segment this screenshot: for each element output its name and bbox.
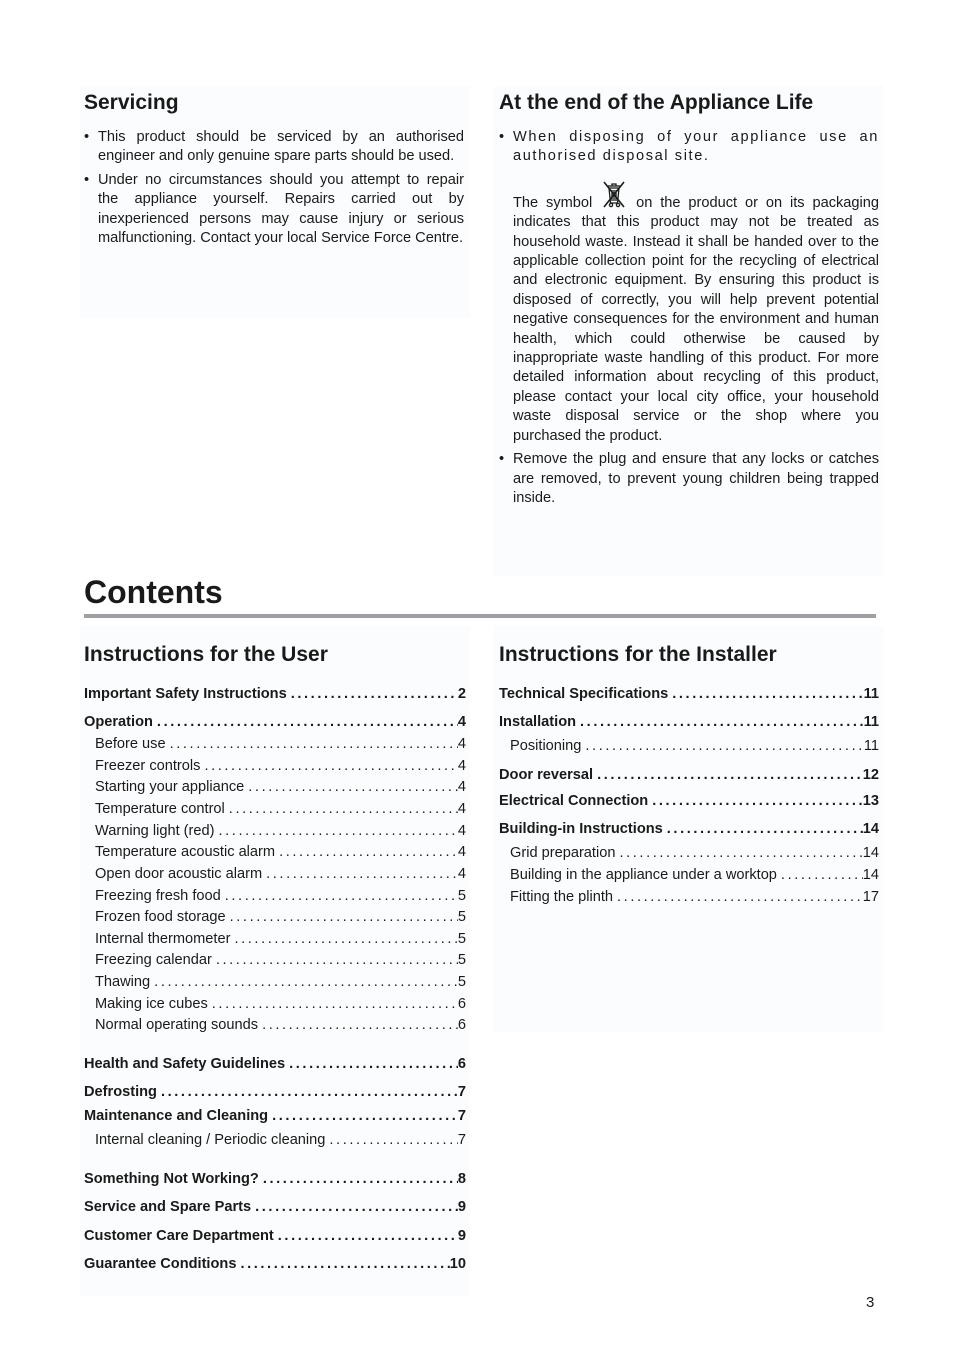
page-number: 3 (866, 1294, 875, 1311)
end-of-life-list (499, 128, 879, 508)
toc-entry[interactable]: Freezer controls ..... 4 (84, 758, 466, 774)
toc-entry[interactable]: Internal cleaning / Periodic cleaning ..... 7 (84, 1132, 466, 1148)
toc-entry[interactable]: Electrical Connection ..... 13 (499, 793, 879, 809)
toc-entry[interactable]: Grid preparation ..... 14 (499, 845, 879, 861)
toc-entry[interactable]: Normal operating sounds ..... 6 (84, 1017, 466, 1033)
toc-entry[interactable]: Door reversal ..... 12 (499, 767, 879, 783)
toc-entry[interactable]: Warning light (red) ..... 4 (84, 823, 466, 839)
toc-entry[interactable]: Defrosting ..... 7 (84, 1084, 466, 1100)
list-item: • Under no circumstances should you attempt to repair the appliance yourself. Repairs carried out by inexperienced persons may cause injury or serious malfunctioning. Contact your local Service Force Centre. (84, 171, 464, 247)
toc-entry[interactable]: Starting your appliance ..... 4 (84, 779, 466, 795)
crossed-out-wheelie-bin-icon (600, 179, 628, 209)
servicing-heading: Servicing (84, 91, 179, 114)
list-item: • When disposing of your appliance use an authorised disposal site. The symbol on the product or on its packaging indicates that this product may not be treated as household waste. Instead it shall be handed over to the applicable collection point for the recycling of electrical and electronic equipment. By ensuring this product is disposed of correctly, you will help prevent potential negative consequences for the environment and human health, which could otherwise be caused by inappropriate waste handling of this product. For more detailed information about recycling of this product, please contact your local city office, your household waste disposal service or the shop where you purchased the product. (499, 128, 879, 446)
toc-entry[interactable]: Building in the appliance under a worktop ..... 14 (499, 867, 879, 883)
toc-entry[interactable]: Maintenance and Cleaning ..... 7 (84, 1108, 466, 1124)
toc-entry[interactable]: Temperature acoustic alarm ..... 4 (84, 844, 466, 860)
toc-entry[interactable]: Service and Spare Parts ..... 9 (84, 1199, 466, 1215)
toc-entry[interactable]: Freezing calendar ..... 5 (84, 952, 466, 968)
toc-entry[interactable]: Operation ..... 4 (84, 714, 466, 730)
toc-entry[interactable]: Positioning ..... 11 (499, 738, 879, 754)
toc-entry[interactable]: Technical Specifications ..... 11 (499, 686, 879, 702)
toc-entry[interactable]: Important Safety Instructions ..... 2 (84, 686, 466, 702)
installer-instructions-heading: Instructions for the Installer (499, 643, 777, 666)
toc-entry[interactable]: Temperature control ..... 4 (84, 801, 466, 817)
toc-entry[interactable]: Making ice cubes ..... 6 (84, 996, 466, 1012)
installer-toc (499, 683, 879, 913)
toc-entry[interactable]: Open door acoustic alarm ..... 4 (84, 866, 466, 882)
toc-entry[interactable]: Before use ..... 4 (84, 736, 466, 752)
toc-entry[interactable]: Something Not Working? ..... 8 (84, 1171, 466, 1187)
toc-entry[interactable]: Thawing ..... 5 (84, 974, 466, 990)
weee-paragraph: The symbol on the product or on its packaging indicates that this product may not be treated as household waste. Instead it shall be handed over to the applicable collection point for the recycling of electrical and electronic equipment. By ensuring this product is disposed of correctly, you will help prevent potential negative consequences for the environment and human health, which could otherwise be caused by inappropriate waste handling of this product. For more detailed information about recycling of this product, please contact your local city office, your household waste disposal service or the shop where you purchased the product. (513, 179, 879, 446)
toc-entry[interactable]: Guarantee Conditions ..... 10 (84, 1256, 466, 1272)
user-instructions-heading: Instructions for the User (84, 643, 328, 666)
end-of-life-heading: At the end of the Appliance Life (499, 91, 814, 114)
contents-title: Contents (84, 574, 223, 610)
servicing-list (84, 128, 464, 248)
toc-entry[interactable]: Building-in Instructions ..... 14 (499, 821, 879, 837)
user-toc (84, 683, 466, 1283)
toc-entry[interactable]: Internal thermometer ..... 5 (84, 931, 466, 947)
toc-entry[interactable]: Freezing fresh food ..... 5 (84, 888, 466, 904)
toc-entry[interactable]: Fitting the plinth ..... 17 (499, 889, 879, 905)
toc-entry[interactable]: Installation ..... 11 (499, 714, 879, 730)
toc-entry[interactable]: Frozen food storage ..... 5 (84, 909, 466, 925)
list-item: • This product should be serviced by an authorised engineer and only genuine spare parts should be used. (84, 129, 464, 165)
contents-divider (84, 614, 876, 618)
list-item: • Remove the plug and ensure that any locks or catches are removed, to prevent young children being trapped inside. (499, 451, 879, 506)
toc-entry[interactable]: Customer Care Department ..... 9 (84, 1228, 466, 1244)
toc-entry[interactable]: Health and Safety Guidelines ..... 6 (84, 1056, 466, 1072)
